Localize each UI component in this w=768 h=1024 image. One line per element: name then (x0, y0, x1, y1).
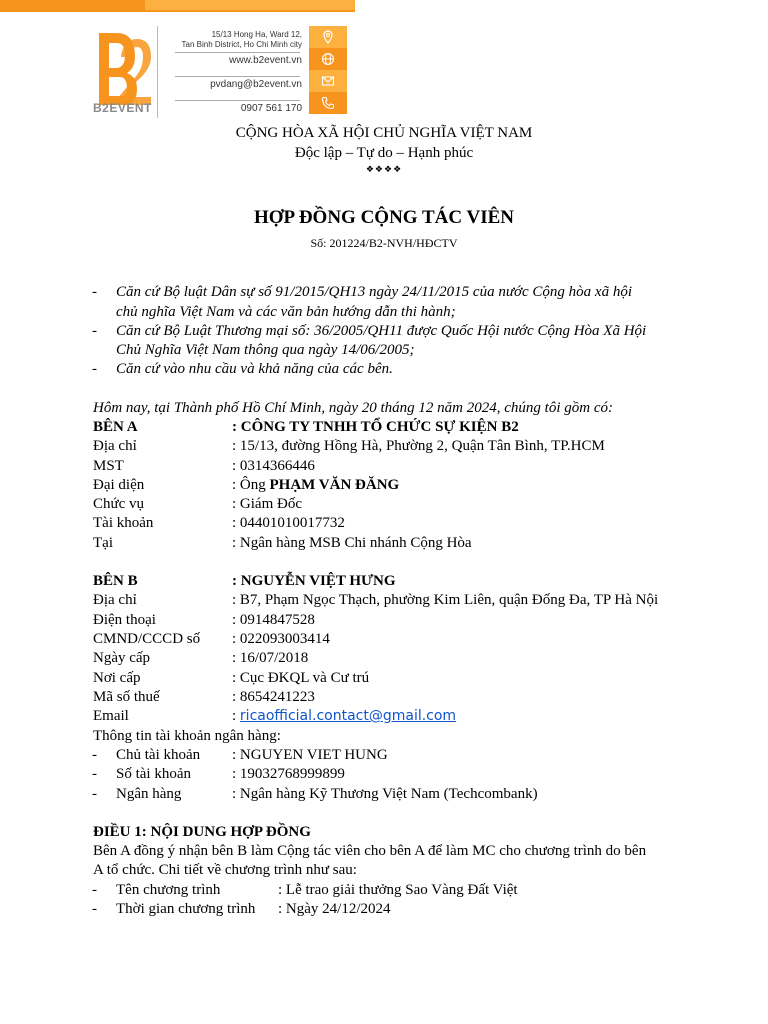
party-b-issue-place: : Cục ĐKQL và Cư trú (232, 670, 370, 686)
party-b-address-label: Địa chỉ (93, 592, 137, 608)
bullet: - (92, 882, 97, 898)
party-a-tax-label: MST (93, 458, 124, 474)
header-divider (157, 26, 158, 118)
contact-email[interactable]: pvdang@b2event.vn (210, 79, 302, 90)
bank-info-label: Thông tin tài khoản ngân hàng: (93, 728, 281, 744)
acc-no-value: : 19032768999899 (232, 766, 345, 782)
header-color-bar (0, 0, 355, 12)
globe-icon (309, 48, 347, 70)
party-b-phone-label: Điện thoại (93, 612, 156, 628)
party-a-position-label: Chức vụ (93, 496, 145, 512)
ornament: ❖❖❖❖ (365, 164, 403, 174)
bullet: - (92, 284, 97, 300)
basis-3: Căn cứ vào nhu cầu và khả năng của các bên. (116, 361, 393, 377)
address-line-2: Tan Binh District, Ho Chi Minh city (181, 40, 302, 49)
party-a-label: BÊN A (93, 419, 138, 435)
rep-name: PHẠM VĂN ĐĂNG (269, 477, 400, 493)
contact-rule (175, 76, 300, 77)
party-a-account-label: Tài khoản (93, 515, 154, 531)
party-a-bank: : Ngân hàng MSB Chi nhánh Cộng Hòa (232, 535, 472, 551)
party-b-email-link[interactable]: ricaofficial.contact@gmail.com (239, 708, 457, 724)
article-1-title: ĐIỀU 1: NỘI DUNG HỢP ĐỒNG (93, 824, 311, 840)
bullet: - (92, 901, 97, 917)
phone-icon (309, 92, 347, 114)
party-b-issue-date: : 16/07/2018 (232, 650, 309, 666)
bullet: - (92, 747, 97, 763)
intro-text: Hôm nay, tại Thành phố Hồ Chí Minh, ngày 20 tháng 12 năm 2024, chúng tôi gồm có: (93, 400, 613, 416)
contract-title: HỢP ĐỒNG CỘNG TÁC VIÊN (253, 207, 515, 228)
holder-value: : NGUYEN VIET HUNG (232, 747, 388, 763)
contact-rule (175, 100, 300, 101)
contract-number: Số: 201224/B2-NVH/HĐCTV (310, 236, 458, 250)
bullet: - (92, 361, 97, 377)
motto: Độc lập – Tự do – Hạnh phúc (294, 145, 474, 161)
program-value: : Lễ trao giải thưởng Sao Vàng Đất Việt (278, 882, 518, 898)
program-label: Tên chương trình (116, 882, 221, 898)
party-b-label: BÊN B (93, 573, 138, 589)
party-b-email-row (232, 708, 456, 725)
location-icon (309, 26, 347, 48)
basis-2-line-1: Căn cứ Bộ Luật Thương mại số: 36/2005/QH11 được Quốc Hội nước Cộng Hòa Xã Hội (116, 323, 647, 339)
acc-no-label: Số tài khoản (116, 766, 191, 782)
address-line-1: 15/13 Hong Ha, Ward 12, (211, 30, 302, 39)
bullet: - (92, 766, 97, 782)
article-1-para-line-1: Bên A đồng ý nhận bên B làm Cộng tác viên cho bên A để làm MC cho chương trình do bên (93, 843, 647, 859)
header-bar-yellow (145, 0, 355, 10)
contact-address (182, 30, 302, 50)
contact-rule (175, 52, 300, 53)
basis-1-line-1: Căn cứ Bộ luật Dân sự số 91/2015/QH13 ngày 24/11/2015 của nước Cộng hòa xã hội (116, 284, 632, 300)
party-a-account: : 04401010017732 (232, 515, 345, 531)
party-a-address-label: Địa chỉ (93, 438, 137, 454)
header-bar-line (145, 10, 355, 12)
bullet: - (92, 323, 97, 339)
party-b-phone: : 0914847528 (232, 612, 315, 628)
time-label: Thời gian chương trình (116, 901, 256, 917)
party-a-address: : 15/13, đường Hồng Hà, Phường 2, Quận Tân Bình, TP.HCM (232, 438, 605, 454)
party-a-name: : CÔNG TY TNHH TỔ CHỨC SỰ KIỆN B2 (232, 419, 519, 435)
rep-prefix: : Ông (232, 477, 270, 493)
party-b-id-label: CMND/CCCD số (93, 631, 201, 647)
bank-value: : Ngân hàng Kỹ Thương Việt Nam (Techcombank) (232, 786, 538, 802)
logo-text: B2EVENT (93, 101, 152, 115)
email-colon: : (232, 708, 240, 724)
party-b-name: : NGUYỄN VIỆT HƯNG (232, 573, 396, 589)
party-b-address: : B7, Phạm Ngọc Thạch, phường Kim Liên, quận Đống Đa, TP Hà Nội (232, 592, 659, 608)
bank-label: Ngân hàng (116, 786, 182, 802)
article-1-para-line-2: A tổ chức. Chi tiết về chương trình như sau: (93, 862, 357, 878)
basis-1-line-2: chủ nghĩa Việt Nam và các văn bản hướng dẫn thi hành; (116, 304, 456, 320)
party-b-tax-label: Mã số thuế (93, 689, 160, 705)
time-value: : Ngày 24/12/2024 (278, 901, 391, 917)
party-b-issue-place-label: Nơi cấp (93, 670, 141, 686)
party-a-tax: : 0314366446 (232, 458, 315, 474)
party-b-tax: : 8654241223 (232, 689, 315, 705)
party-a-rep (232, 477, 399, 494)
party-a-bank-label: Tại (93, 535, 113, 551)
party-a-position: : Giám Đốc (232, 496, 302, 512)
contact-website[interactable]: www.b2event.vn (229, 55, 302, 66)
nation-heading: CỘNG HÒA XÃ HỘI CHỦ NGHĨA VIỆT NAM (235, 125, 533, 141)
mail-icon (309, 70, 347, 92)
party-b-id: : 022093003414 (232, 631, 330, 647)
bullet: - (92, 786, 97, 802)
party-b-email-label: Email (93, 708, 129, 724)
basis-2-line-2: Chủ Nghĩa Việt Nam thông qua ngày 14/06/2005; (116, 342, 415, 358)
holder-label: Chủ tài khoản (116, 747, 201, 763)
party-a-rep-label: Đại diện (93, 477, 145, 493)
party-b-issue-date-label: Ngày cấp (93, 650, 151, 666)
contact-phone: 0907 561 170 (240, 103, 302, 114)
header-bar-orange (0, 0, 145, 12)
